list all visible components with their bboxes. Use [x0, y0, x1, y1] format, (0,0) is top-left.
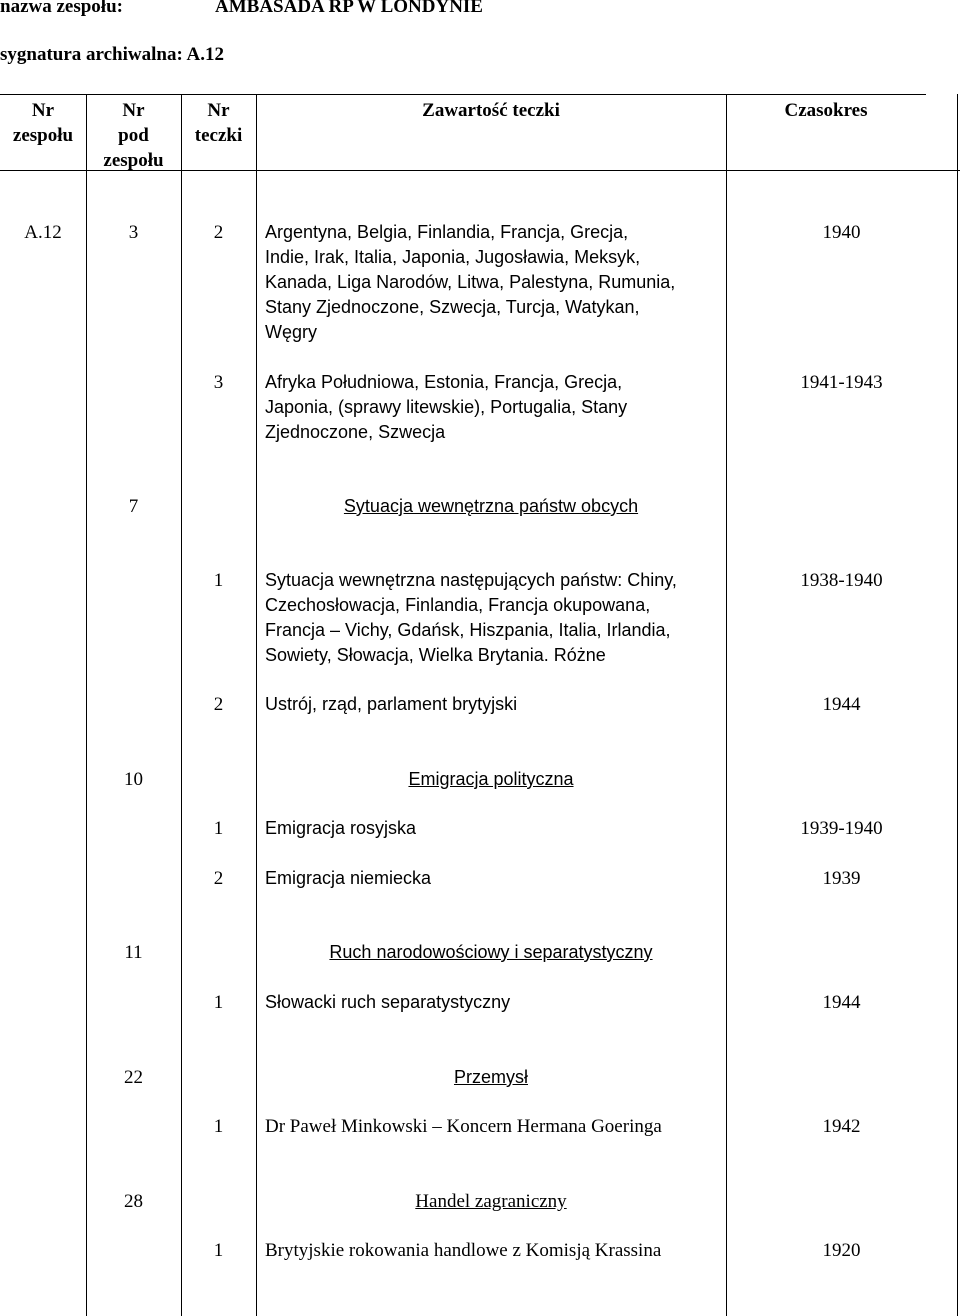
- header-nr-pod-zespolu: [86, 98, 181, 173]
- header-nr-teczki: [181, 98, 256, 148]
- content-line: Japonia, (sprawy litewskie), Portugalia, Stany: [265, 397, 628, 417]
- zespol-label: nazwa zespołu:: [0, 0, 123, 17]
- content-line: Węgry: [265, 322, 318, 342]
- podzespol-heading: Ruch narodowościowy i separatystyczny: [329, 942, 653, 962]
- zespol-number: A.12: [24, 222, 62, 243]
- teczka-number: 2: [213, 694, 224, 715]
- content-line: Indie, Irak, Italia, Japonia, Jugosławia, Meksyk,: [265, 247, 641, 267]
- period: 1944: [822, 694, 861, 715]
- period: 1941-1943: [800, 372, 883, 393]
- podzespol-heading: Przemysł: [453, 1067, 528, 1087]
- teczka-content: Emigracja niemiecka: [265, 868, 432, 888]
- teczka-content: Dr Paweł Minkowski – Koncern Hermana Goeringa: [265, 1116, 662, 1137]
- content-line: Kanada, Liga Narodów, Litwa, Palestyna, Rumunia,: [265, 272, 676, 292]
- teczka-number: 2: [213, 868, 224, 889]
- header-line: Nr: [31, 100, 55, 121]
- header-line: pod: [118, 125, 149, 146]
- content-line: Afryka Południowa, Estonia, Francja, Grecja,: [265, 372, 623, 392]
- podzespol-heading: Emigracja polityczna: [408, 769, 574, 789]
- period: 1944: [822, 992, 861, 1013]
- table-top-rule: [0, 94, 926, 95]
- teczka-number: 1: [213, 570, 224, 591]
- period: 1920: [822, 1240, 861, 1261]
- teczka-content: Emigracja rosyjska: [265, 818, 417, 838]
- podzespol-heading: Handel zagraniczny: [415, 1191, 567, 1212]
- period: 1938-1940: [800, 570, 883, 591]
- teczka-number: 1: [213, 818, 224, 839]
- header-line: zespołu: [12, 125, 74, 146]
- teczka-content: Słowacki ruch separatystyczny: [265, 992, 511, 1012]
- teczka-content: Brytyjskie rokowania handlowe z Komisją Krassina: [265, 1240, 662, 1261]
- header-nr-zespolu: [0, 98, 86, 148]
- podzespol-number: 10: [124, 769, 143, 790]
- content-line: Stany Zjednoczone, Szwecja, Turcja, Watykan,: [265, 297, 640, 317]
- header-line: Nr: [207, 100, 230, 121]
- column-divider: [256, 94, 257, 1316]
- teczka-content: [265, 568, 726, 668]
- podzespol-number: 7: [128, 496, 139, 517]
- zespol-name: AMBASADA RP W LONDYNIE: [215, 0, 483, 17]
- column-divider: [957, 94, 958, 1316]
- podzespol-number: 28: [124, 1191, 143, 1212]
- period: 1939-1940: [800, 818, 883, 839]
- header-line: zespołu: [103, 150, 164, 171]
- header-line: teczki: [194, 125, 243, 146]
- period: 1940: [822, 222, 861, 243]
- content-line: Argentyna, Belgia, Finlandia, Francja, Grecja,: [265, 222, 629, 242]
- content-line: Sowiety, Słowacja, Wielka Brytania. Różne: [265, 645, 606, 665]
- podzespol-number: 11: [124, 942, 143, 963]
- header-czasokres: Czasokres: [784, 100, 868, 121]
- podzespol-heading: Sytuacja wewnętrzna państw obcych: [343, 496, 639, 516]
- content-line: Sytuacja wewnętrzna następujących państw: Chiny,: [265, 570, 677, 590]
- teczka-number: 1: [213, 992, 224, 1013]
- zespol-line: [0, 0, 483, 18]
- teczka-number: 2: [213, 222, 224, 243]
- content-line: Francja – Vichy, Gdańsk, Hiszpania, Italia, Irlandia,: [265, 620, 671, 640]
- content-line: Czechosłowacja, Finlandia, Francja okupowana,: [265, 595, 651, 615]
- podzespol-number: 22: [124, 1067, 143, 1088]
- content-line: Zjednoczone, Szwecja: [265, 422, 446, 442]
- teczka-content: Ustrój, rząd, parlament brytyjski: [265, 694, 518, 714]
- teczka-number: 1: [213, 1240, 224, 1261]
- sygnatura-label: sygnatura archiwalna: A.12: [0, 44, 224, 65]
- column-divider: [86, 94, 87, 1316]
- period: 1939: [822, 868, 861, 889]
- header-zawartosc: Zawartość teczki: [422, 100, 560, 121]
- teczka-content: [265, 370, 726, 445]
- teczka-number: 3: [213, 372, 224, 393]
- podzespol-number: 3: [128, 222, 139, 243]
- teczka-number: 1: [213, 1116, 224, 1137]
- period: 1942: [822, 1116, 861, 1137]
- teczka-content: [265, 220, 726, 345]
- header-line: Nr: [122, 100, 145, 121]
